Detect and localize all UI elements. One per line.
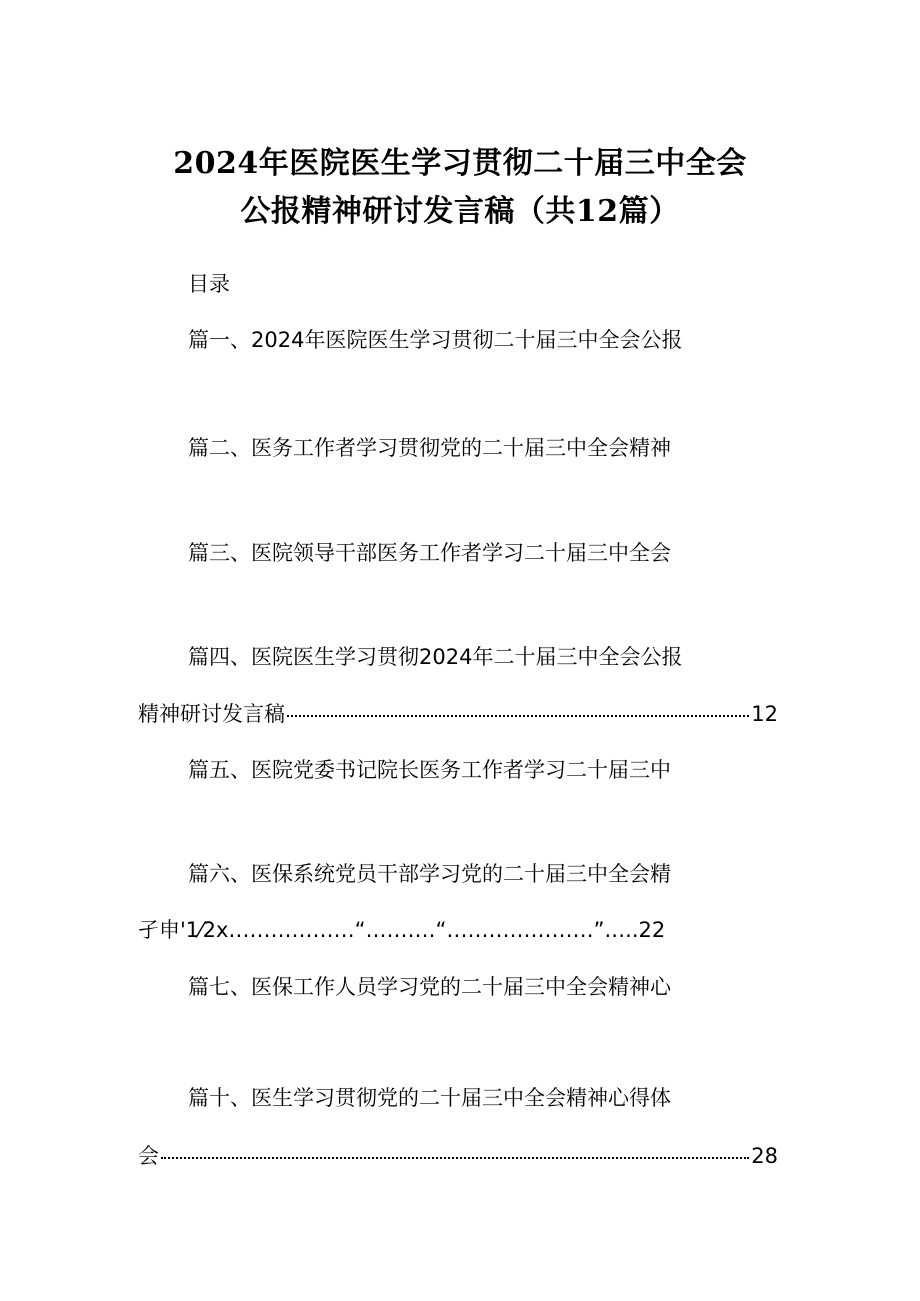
toc-heading: 目录 bbox=[188, 272, 230, 296]
toc-item-7: 篇七、医保工作人员学习党的二十届三中全会精神心 bbox=[188, 975, 671, 999]
document-title-line-2: 公报精神研讨发言稿（共12篇） bbox=[240, 194, 680, 229]
toc-item-10: 篇十、医生学习贯彻党的二十届三中全会精神心得体 bbox=[188, 1086, 671, 1110]
document-title-line-1: 2024年医院医生学习贯彻二十届三中全会 bbox=[173, 146, 747, 181]
toc-item-1: 篇一、2024年医院医生学习贯彻二十届三中全会公报 bbox=[188, 328, 683, 352]
toc-item-4-continuation bbox=[138, 700, 778, 728]
toc-item-5: 篇五、医院党委书记院长医务工作者学习二十届三中 bbox=[188, 758, 671, 782]
toc-item-3: 篇三、医院领导干部医务工作者学习二十届三中全会 bbox=[188, 541, 671, 565]
toc-item-6: 篇六、医保系统党员干部学习党的二十届三中全会精 bbox=[188, 862, 671, 886]
toc-item-10-continuation bbox=[138, 1142, 778, 1170]
toc-item-6-continuation: 孑申'1⁄2x‥‥‥‥‥‥‥‥‥“‥‥‥‥‥“‥‥‥‥…‥‥‥‥‥”.‥..22 bbox=[138, 918, 666, 942]
toc-item-10-page-number: 28 bbox=[751, 1144, 778, 1168]
dot-leader bbox=[161, 1156, 749, 1159]
toc-item-10-cont-text: 会 bbox=[138, 1144, 159, 1168]
toc-item-4-page-number: 12 bbox=[751, 702, 778, 726]
toc-item-4: 篇四、医院医生学习贯彻2024年二十届三中全会公报 bbox=[188, 645, 683, 669]
toc-item-4-cont-text: 精神研讨发言稿 bbox=[138, 702, 285, 726]
toc-item-2: 篇二、医务工作者学习贯彻党的二十届三中全会精神 bbox=[188, 436, 671, 460]
dot-leader bbox=[287, 714, 749, 717]
